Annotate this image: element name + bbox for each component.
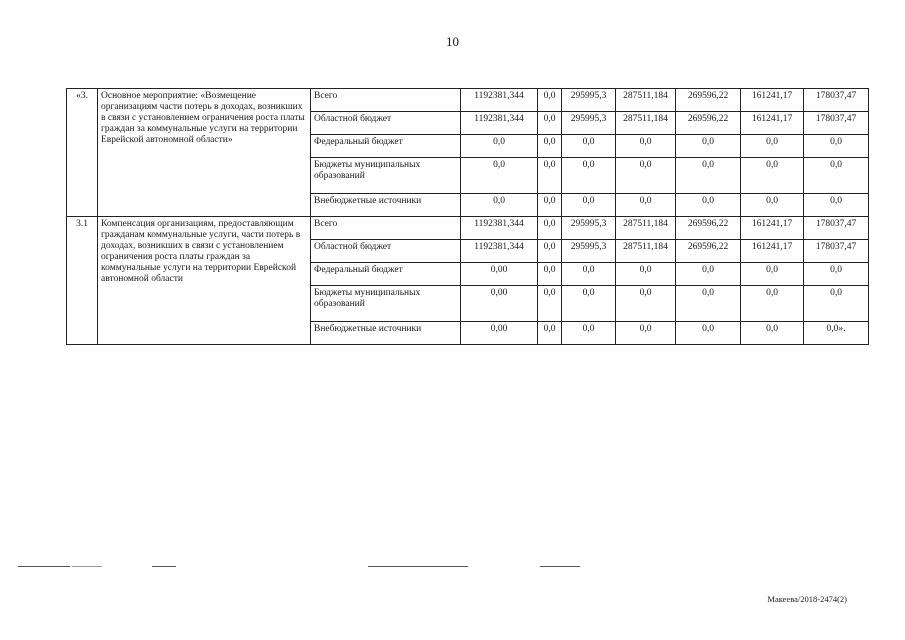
table-cell: 0,0 xyxy=(562,263,616,286)
table-cell: 0,0 xyxy=(461,194,538,217)
table-cell: 161241,17 xyxy=(741,112,804,135)
funding-source: Всего xyxy=(311,89,461,112)
table-cell: 0,0 xyxy=(616,322,676,345)
table-cell: 0,0 xyxy=(676,135,741,158)
table-cell: 0,0 xyxy=(676,286,741,322)
table-cell: 0,0 xyxy=(616,286,676,322)
scan-artifact-line xyxy=(18,566,70,567)
funding-source: Областной бюджет xyxy=(311,240,461,263)
funding-source: Федеральный бюджет xyxy=(311,263,461,286)
table-cell: 287511,184 xyxy=(616,112,676,135)
table-cell: 0,0 xyxy=(538,322,562,345)
table-cell: 0,0». xyxy=(804,322,869,345)
table-cell: 161241,17 xyxy=(741,217,804,240)
page-number: 10 xyxy=(446,34,459,49)
table-cell: 269596,22 xyxy=(676,217,741,240)
section-description: Основное мероприятие: «Возмещение организациям части потерь в доходах, возникших в связи с установлением ограничения роста платы граждан за коммунальные услуги на территории Еврейской автономной области» xyxy=(98,89,311,217)
table-cell: 0,0 xyxy=(562,286,616,322)
table-cell: 287511,184 xyxy=(616,89,676,112)
table-cell: 161241,17 xyxy=(741,89,804,112)
table-cell: 0,0 xyxy=(676,158,741,194)
table-cell: 0,0 xyxy=(676,263,741,286)
funding-source: Внебюджетные источники xyxy=(311,194,461,217)
table-cell: 0,0 xyxy=(804,158,869,194)
table-cell: 0,0 xyxy=(538,112,562,135)
scan-artifact-line xyxy=(152,566,176,567)
scan-artifact-line xyxy=(72,566,102,567)
table-cell: 0,0 xyxy=(538,286,562,322)
table-cell: 295995,3 xyxy=(562,112,616,135)
table-cell: 0,0 xyxy=(676,322,741,345)
section-number: «3. xyxy=(67,89,98,217)
table-cell: 0,00 xyxy=(461,322,538,345)
table-cell: 0,0 xyxy=(804,263,869,286)
table-cell: 178037,47 xyxy=(804,89,869,112)
table-cell: 287511,184 xyxy=(616,217,676,240)
budget-table xyxy=(66,88,869,345)
table-cell: 178037,47 xyxy=(804,217,869,240)
table-cell: 0,0 xyxy=(616,135,676,158)
table-cell: 178037,47 xyxy=(804,112,869,135)
table-cell: 0,0 xyxy=(461,158,538,194)
funding-source: Всего xyxy=(311,217,461,240)
table-cell: 0,0 xyxy=(538,89,562,112)
table-cell: 269596,22 xyxy=(676,112,741,135)
document-code: Макеева/2018-2474(2) xyxy=(767,594,847,604)
table-cell: 0,0 xyxy=(562,135,616,158)
table-cell: 161241,17 xyxy=(741,240,804,263)
table-cell: 269596,22 xyxy=(676,89,741,112)
table-cell: 0,0 xyxy=(804,135,869,158)
table-cell: 0,0 xyxy=(538,217,562,240)
table-cell: 0,0 xyxy=(562,158,616,194)
table-cell: 0,0 xyxy=(676,194,741,217)
table-cell: 0,0 xyxy=(538,240,562,263)
table-cell: 287511,184 xyxy=(616,240,676,263)
table-cell: 0,0 xyxy=(741,158,804,194)
table-cell: 0,0 xyxy=(538,158,562,194)
funding-source: Внебюджетные источники xyxy=(311,322,461,345)
table-row xyxy=(67,217,869,240)
table-cell: 1192381,344 xyxy=(461,240,538,263)
funding-source: Областной бюджет xyxy=(311,112,461,135)
table-cell: 0,0 xyxy=(804,286,869,322)
table-cell: 0,0 xyxy=(562,194,616,217)
table-cell: 0,00 xyxy=(461,263,538,286)
scan-artifact-line xyxy=(368,566,468,567)
table-cell: 269596,22 xyxy=(676,240,741,263)
table-cell: 1192381,344 xyxy=(461,217,538,240)
table-cell: 0,0 xyxy=(538,194,562,217)
table-cell: 0,0 xyxy=(741,263,804,286)
table-cell: 0,0 xyxy=(741,286,804,322)
table-cell: 0,0 xyxy=(804,194,869,217)
table-cell: 0,0 xyxy=(461,135,538,158)
table-cell: 295995,3 xyxy=(562,217,616,240)
funding-source: Бюджеты муниципальных образований xyxy=(311,158,461,194)
funding-source: Бюджеты муниципальных образований xyxy=(311,286,461,322)
table-cell: 0,0 xyxy=(741,194,804,217)
table-cell: 1192381,344 xyxy=(461,112,538,135)
funding-source: Федеральный бюджет xyxy=(311,135,461,158)
table-cell: 0,0 xyxy=(616,158,676,194)
table-cell: 0,0 xyxy=(562,322,616,345)
table-cell: 0,0 xyxy=(616,263,676,286)
table-cell: 0,0 xyxy=(538,263,562,286)
table-cell: 0,0 xyxy=(616,194,676,217)
table-cell: 0,0 xyxy=(538,135,562,158)
table-row xyxy=(67,89,869,112)
section-number: 3.1 xyxy=(67,217,98,345)
table-cell: 0,0 xyxy=(741,322,804,345)
table-cell: 0,0 xyxy=(741,135,804,158)
table-cell: 295995,3 xyxy=(562,89,616,112)
table-cell: 295995,3 xyxy=(562,240,616,263)
scan-artifact-line xyxy=(540,566,580,567)
table-cell: 1192381,344 xyxy=(461,89,538,112)
table-cell: 0,00 xyxy=(461,286,538,322)
table-cell: 178037,47 xyxy=(804,240,869,263)
section-description: Компенсация организациям, предоставляющим гражданам коммунальные услуги, части потерь в доходах, возникших в связи с установлением ограничения роста платы граждан за коммунальные услуги на территории Еврейской автономной области xyxy=(98,217,311,345)
